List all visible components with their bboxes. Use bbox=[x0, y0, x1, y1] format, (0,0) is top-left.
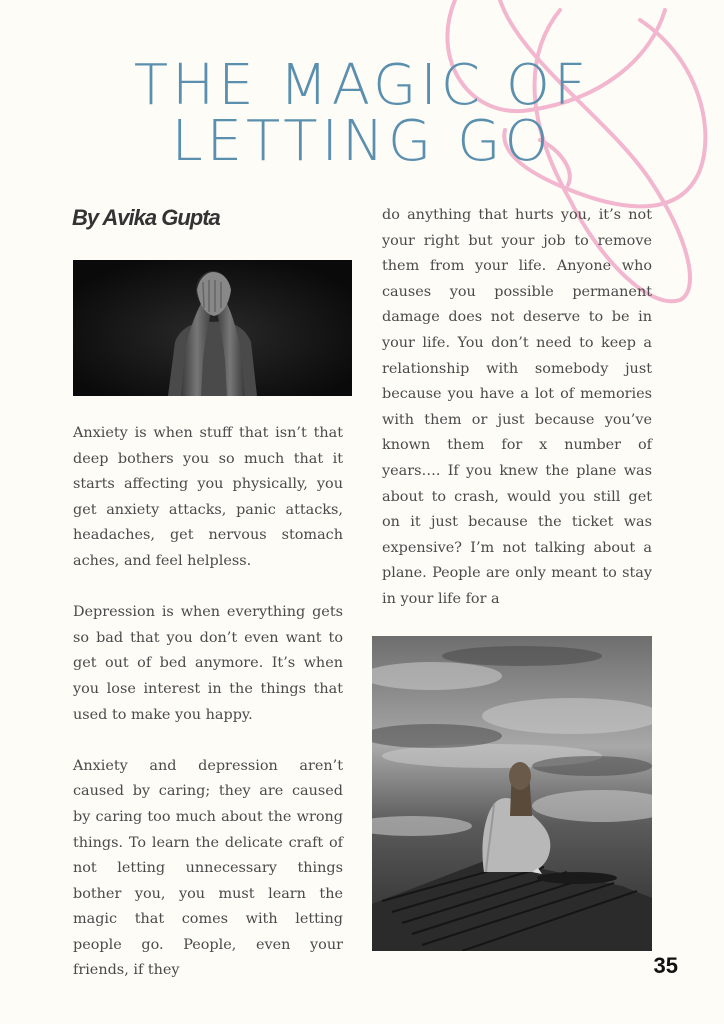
photo-woman-on-dock bbox=[372, 636, 652, 951]
paragraph-continued: do anything that hurts you, it’s not your right but your job to remove them from your life. Anyone who causes you possible permanent damage does not deserve to be in your life. You don’t need to keep a relationship with somebody just because you have a lot of memories with them or just because you’ve known them for x number of years…. If you knew the plane was about to crash, would you still get on it just because the ticket was expensive? I’m not talking about a plane. People are only meant to stay in your life for a bbox=[382, 207, 652, 607]
paragraph-anxiety: Anxiety is when stuff that isn’t that deep bothers you so much that it starts affecting you physically, you get anxiety attacks, panic attacks, headaches, get nervous stomach aches, and feel helpless. bbox=[73, 425, 343, 569]
paragraph-caring: Anxiety and depression aren’t caused by caring; they are caused by caring too much about the wrong things. To learn the delicate craft of not letting unnecessary things bother you, you must learn the magic that comes with letting people go. People, even your friends, if they bbox=[73, 757, 343, 979]
left-text-column bbox=[73, 421, 343, 984]
title-line-1: THE MAGIC OF bbox=[133, 53, 591, 118]
photo-man-covering-face bbox=[73, 260, 352, 396]
right-text-column bbox=[382, 203, 652, 613]
title-line-2: LETTING GO bbox=[171, 109, 553, 174]
paragraph-depression: Depression is when everything gets so bad that you don’t even want to get out of bed anymore. It’s when you lose interest in the things that used to make you happy. bbox=[73, 604, 343, 723]
page-number: 35 bbox=[653, 953, 678, 978]
byline: By Avika Gupta bbox=[72, 205, 220, 230]
article-title bbox=[0, 53, 724, 174]
